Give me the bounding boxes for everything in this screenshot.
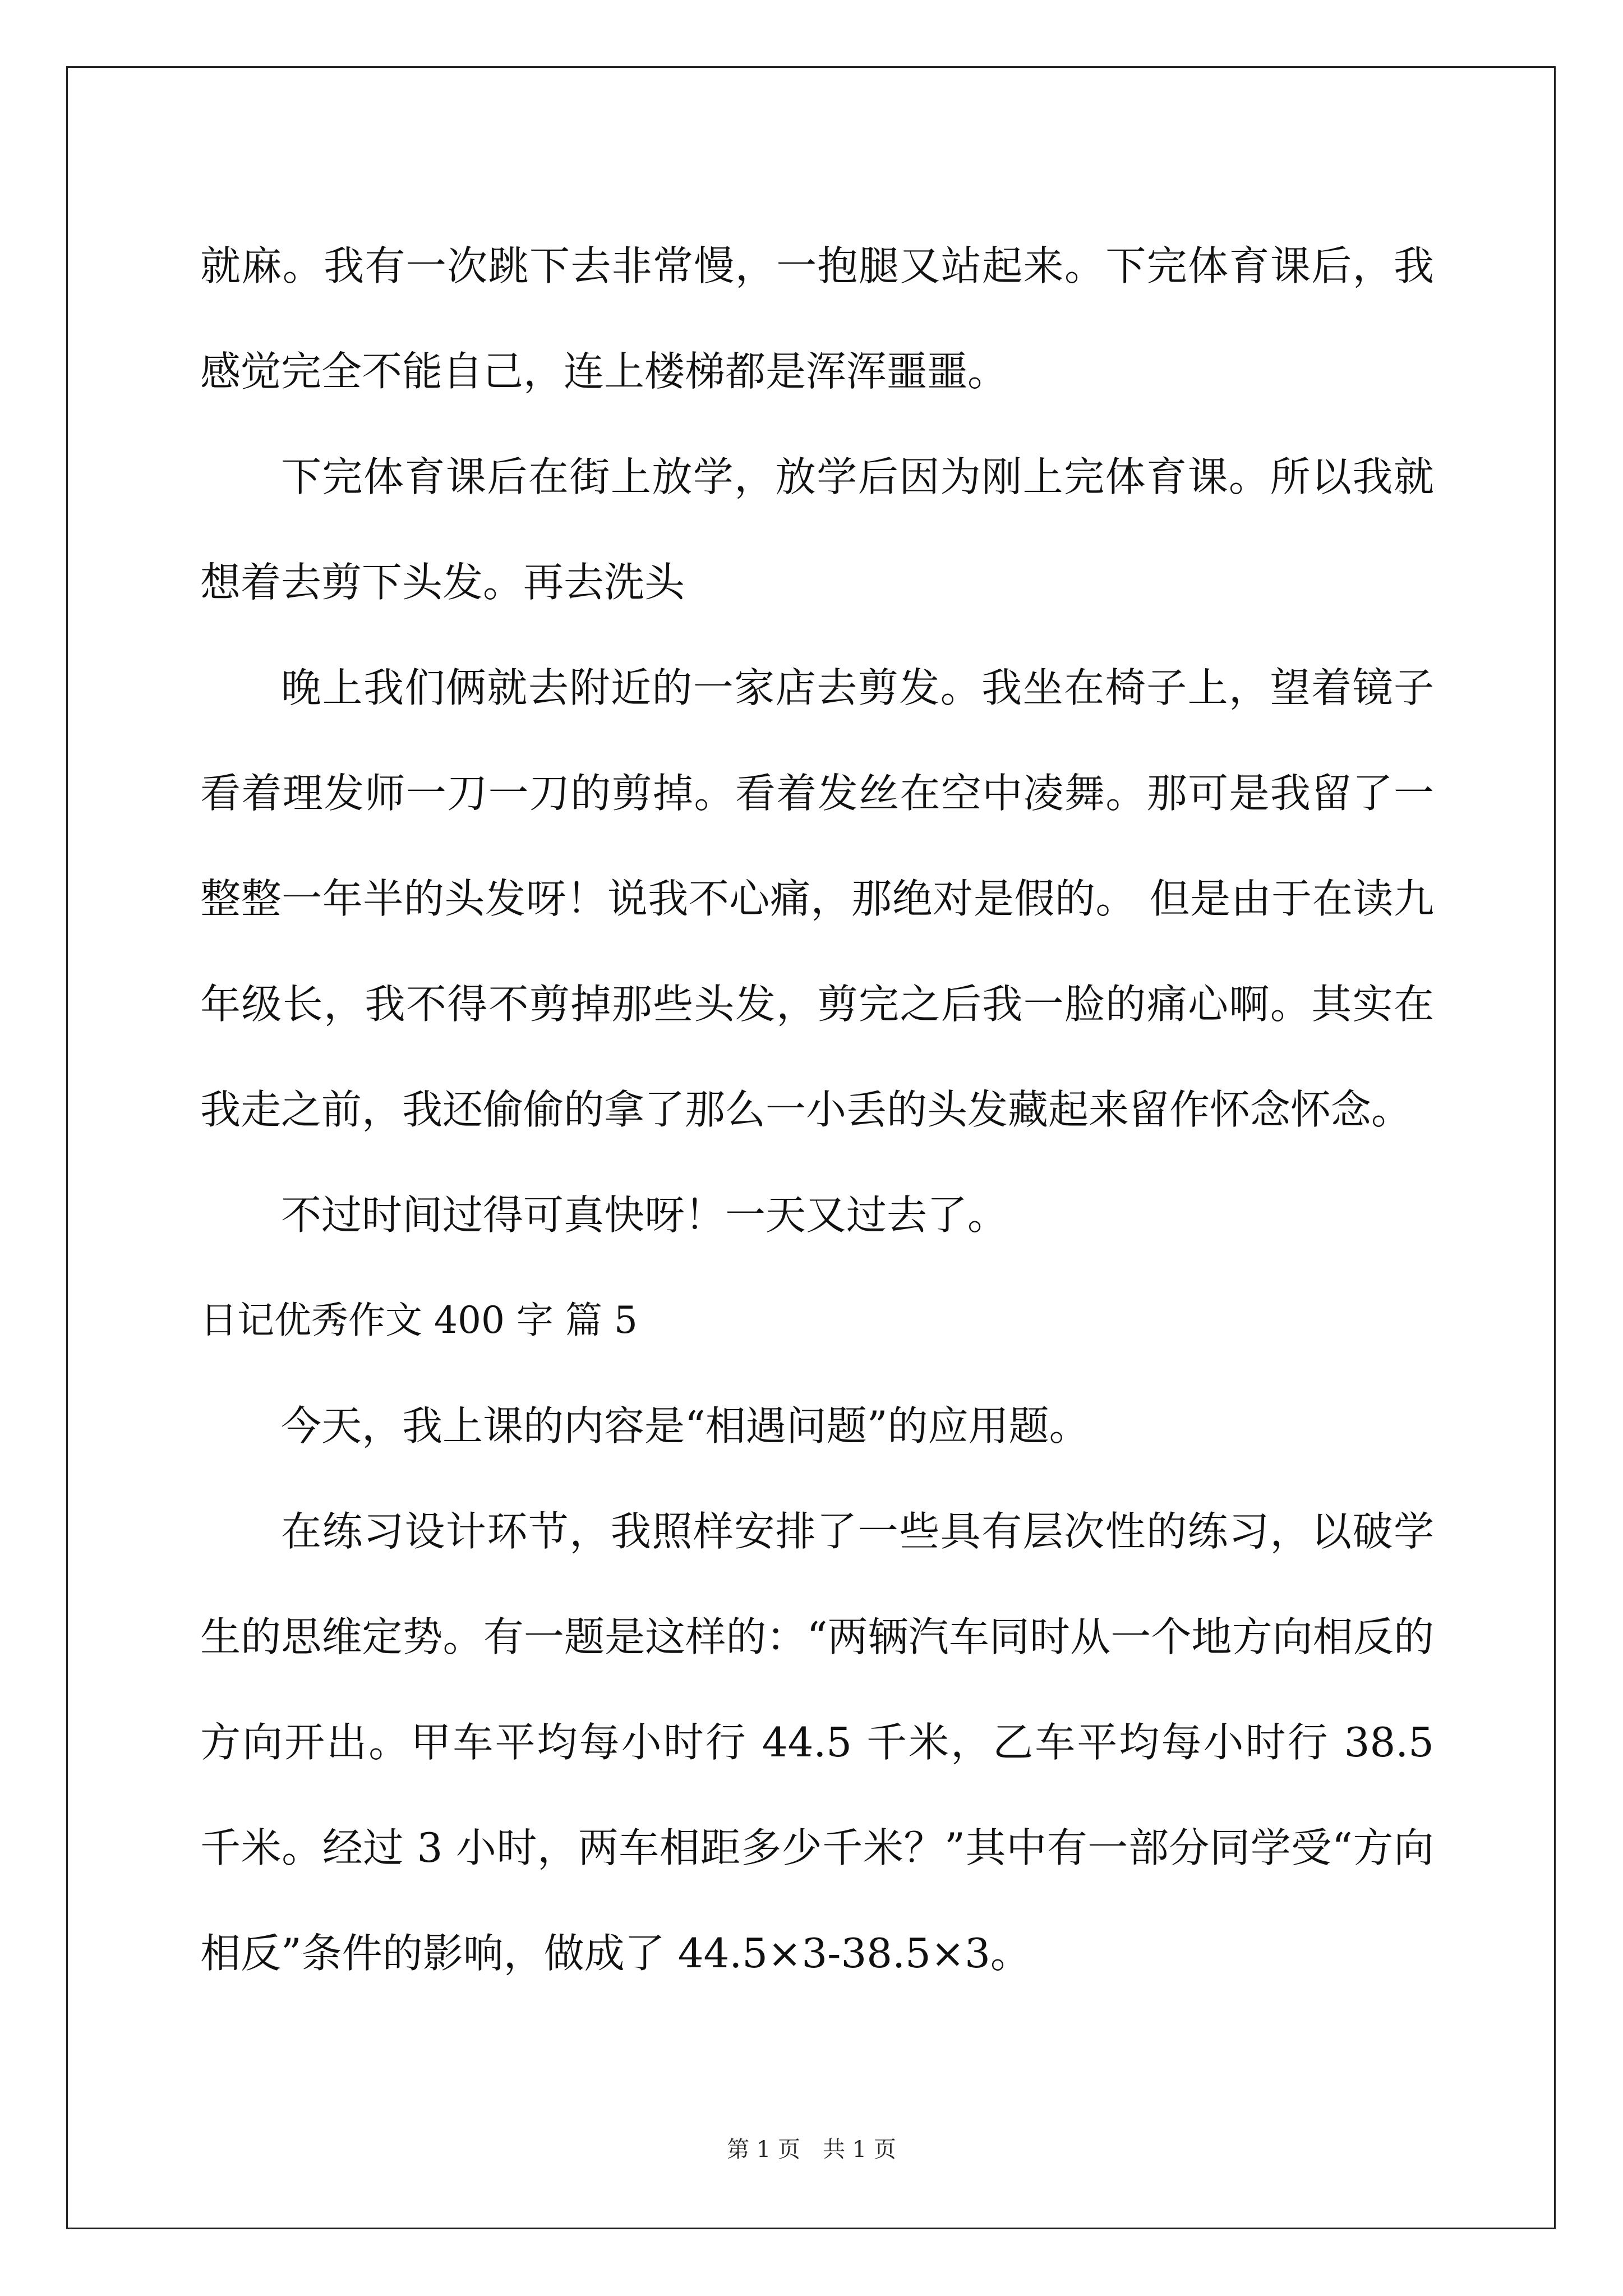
paragraph-2: 下完体育课后在街上放学，放学后因为刚上完体育课。所以我就想着去剪下头发。再去洗头 — [200, 453, 1434, 606]
paragraph-6: 在练习设计环节，我照样安排了一些具有层次性的练习，以破学生的思维定势。有一题是这样的：“两辆汽车同时从一个地方向相反的方向开出。甲车平均每小时行 44.5 千米，乙车平均每小时行 38.5 千米。经过 3 小时，两车相距多少千米？”其中有一部分同学受“方向相反”条件的影响，做成了 44.5×3-38.5×3。 — [200, 1508, 1434, 1977]
paragraph-5: 今天，我上课的内容是“相遇问题”的应用题。 — [281, 1402, 1090, 1450]
paragraph-4: 不过时间过得可真快呀！一天又过去了。 — [281, 1191, 1008, 1239]
page-footer: 第 1 页 共 1 页 — [727, 2137, 896, 2162]
document-body — [200, 213, 1434, 2006]
paragraph-3: 晚上我们俩就去附近的一家店去剪发。我坐在椅子上，望着镜子看着理发师一刀一刀的剪掉。看着发丝在空中凌舞。那可是我留了一整整一年半的头发呀！说我不心痛，那绝对是假的。 但是由于在读九年级长，我不得不剪掉那些头发，剪完之后我一脸的痛心啊。其实在我走之前，我还偷偷的拿了那么一小丢的头发藏起来留作怀念怀念。 — [200, 664, 1434, 1133]
section-heading: 日记优秀作文 400 字 篇 5 — [200, 1299, 638, 1342]
paragraph-1: 就麻。我有一次跳下去非常慢，一抱腿又站起来。下完体育课后，我感觉完全不能自己，连上楼梯都是浑浑噩噩。 — [200, 242, 1434, 395]
